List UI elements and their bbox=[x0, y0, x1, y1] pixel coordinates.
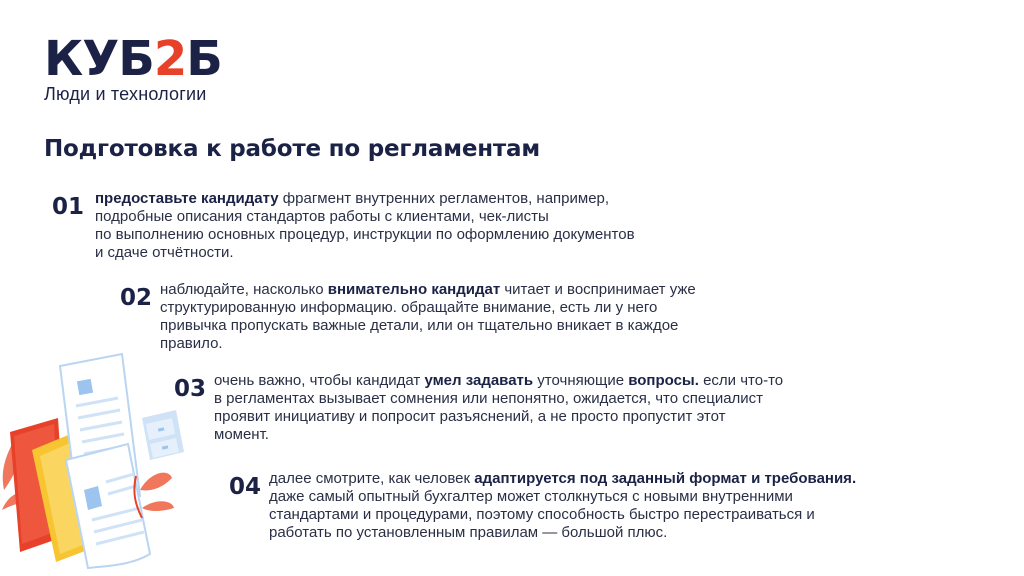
slide-title: Подготовка к работе по регламентам bbox=[44, 136, 540, 162]
file-cabinet-icon bbox=[142, 410, 184, 460]
step-text: далее смотрите, как человек адаптируется под заданный формат и требования. даже самый опытный бухгалтер может столкнуться с новыми внутренними стандартами и процедурами, поэтому способность быстро перестраиваться и работать по установленным правилам — большой плюс. bbox=[269, 470, 857, 541]
step-number: 02 bbox=[120, 285, 153, 311]
logo-wordmark: КУБ2Б bbox=[44, 31, 222, 87]
documents-folders-illustration bbox=[0, 340, 190, 576]
logo-tagline: Люди и технологии bbox=[44, 84, 207, 104]
step-number: 01 bbox=[52, 194, 85, 220]
logo bbox=[44, 31, 222, 104]
step-number: 04 bbox=[229, 474, 262, 500]
step-text: очень важно, чтобы кандидат умел задавать уточняющие вопросы. если что-то в регламентах вызывает сомнения или непонятно, ожидается, что специалист проявит инициативу и попросит разъяснений, а не просто пропустит этот момент. bbox=[214, 372, 784, 443]
step-text: предоставьте кандидату фрагмент внутренних регламентов, например, подробные описания стандартов работы с клиентами, чек-листы по выполнению основных процедур, инструкции по оформлению документов и сдаче отчётности. bbox=[95, 190, 635, 261]
step-number: 03 bbox=[174, 376, 207, 402]
step-text: наблюдайте, насколько внимательно кандидат читает и воспринимает уже структурированную информацию. обращайте внимание, есть ли у него привычка пропускать важные детали, или он тщательно вникает в каждое правило. bbox=[160, 281, 696, 352]
